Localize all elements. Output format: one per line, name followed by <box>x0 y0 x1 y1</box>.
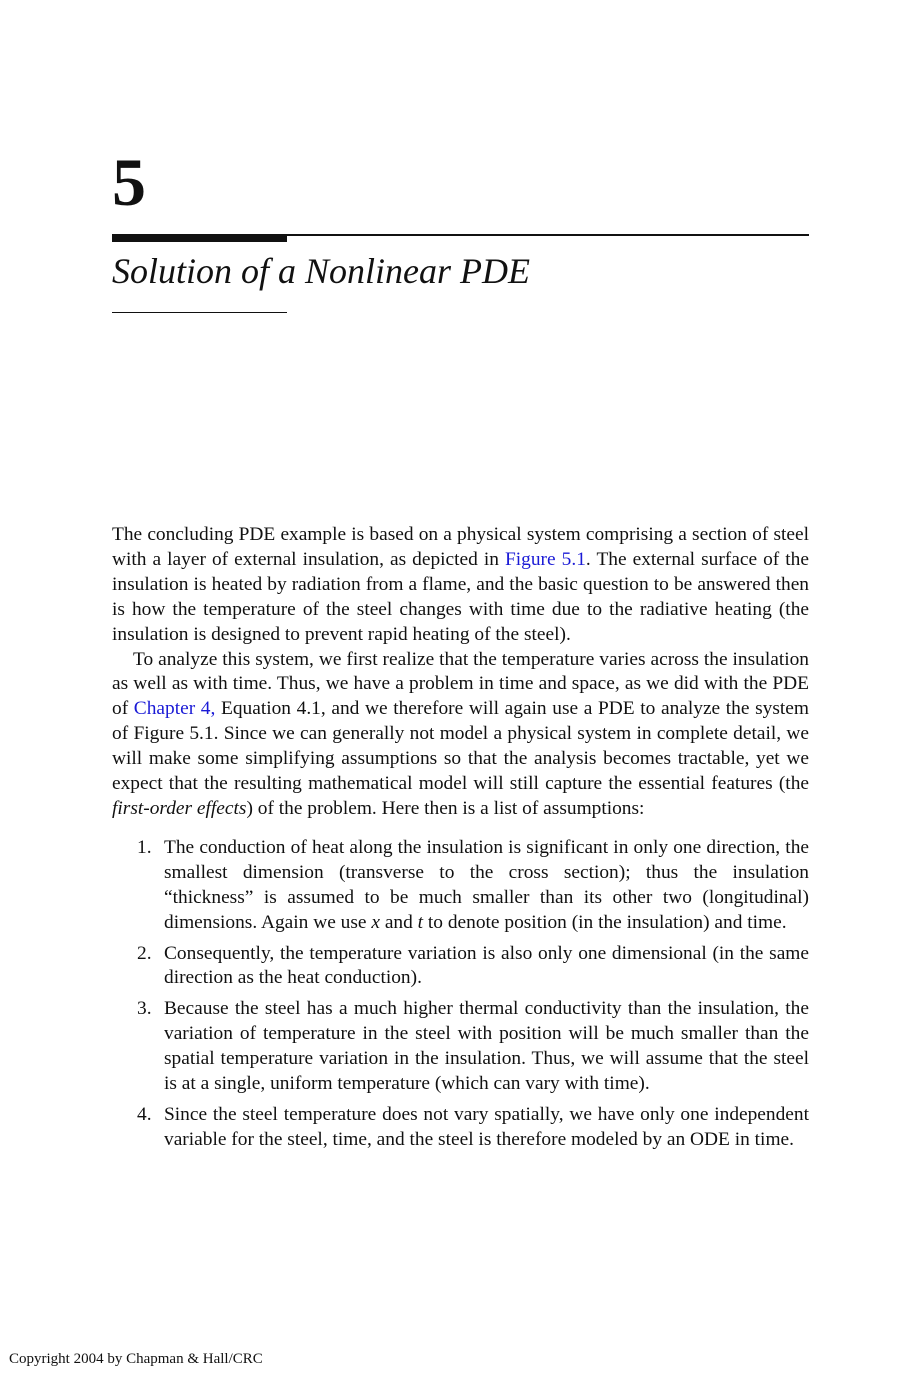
analysis-text-end: ) of the problem. Here then is a list of assumptions: <box>246 797 645 819</box>
analysis-text: To analyze this system, we first realize that the temperature varies across the insulation as well as with time. Thus, we have a problem in time and space, as we did with the PDE of <box>112 648 809 720</box>
title-underline <box>112 312 287 313</box>
list-text: The conduction of heat along the insulation is significant in only one direction, the smallest dimension (transverse to the cross section); thus the insulation “thickness” is assumed to be much smaller than its other two (longitudinal) dimensions. Again we use <box>164 836 809 933</box>
figure-link[interactable]: Figure 5.1 <box>505 548 586 570</box>
chapter-title: Solution of a Nonlinear PDE <box>112 251 530 291</box>
analysis-text-middle: Equation 4.1, and we therefore will again use a PDE to analyze the system of Figure 5.1. Since we can generally not model a physical system in complete detail, we will make some simplifying assumptions so that the analysis becomes tractable, yet we expect that the resulting mathematical model will still capture the essential features (the <box>112 698 809 795</box>
list-item <box>112 836 809 936</box>
list-number: 4. <box>137 1103 152 1125</box>
list-item <box>112 997 809 1097</box>
chapter-rule-thin <box>287 234 809 236</box>
chapter-link[interactable]: Chapter 4, <box>133 698 216 720</box>
body-text <box>112 523 809 1159</box>
list-text: Consequently, the temperature variation is also only one dimensional (in the same direction as the heat conduction). <box>164 942 809 989</box>
list-item <box>112 942 809 992</box>
analysis-paragraph <box>112 648 809 822</box>
chapter-rule-thick <box>112 234 287 242</box>
variable-t: t <box>417 911 424 933</box>
list-text: and <box>379 911 418 933</box>
first-order-emphasis: first-order effects <box>112 797 247 819</box>
list-number: 3. <box>137 998 152 1020</box>
intro-paragraph <box>112 523 809 648</box>
list-text: Since the steel temperature does not vary spatially, we have only one independent variable for the steel, time, and the steel is therefore modeled by an ODE in time. <box>164 1103 809 1150</box>
copyright-footer: Copyright 2004 by Chapman & Hall/CRC <box>9 1351 263 1367</box>
chapter-number: 5 <box>112 144 146 220</box>
list-text: Because the steel has a much higher thermal conductivity than the insulation, the variation of temperature in the steel with position will be much smaller than the spatial temperature variation in the insulation. Thus, we will assume that the steel is at a single, uniform temperature (which can vary with time). <box>164 998 809 1095</box>
assumptions-list <box>112 836 809 1153</box>
list-number: 1. <box>137 836 152 858</box>
intro-text: The concluding PDE example is based on a physical system comprising a section of steel with a layer of external insulation, as depicted in <box>112 524 809 570</box>
list-item <box>112 1103 809 1153</box>
list-number: 2. <box>137 942 152 964</box>
variable-x: x <box>371 911 380 933</box>
list-text: to denote position (in the insulation) and time. <box>423 911 787 933</box>
intro-text-continued: . The external surface of the insulation is heated by radiation from a flame, and the basic question to be answered then is how the temperature of the steel changes with time due to the radiative heating (the insulation is designed to prevent rapid heating of the steel). <box>112 548 809 645</box>
